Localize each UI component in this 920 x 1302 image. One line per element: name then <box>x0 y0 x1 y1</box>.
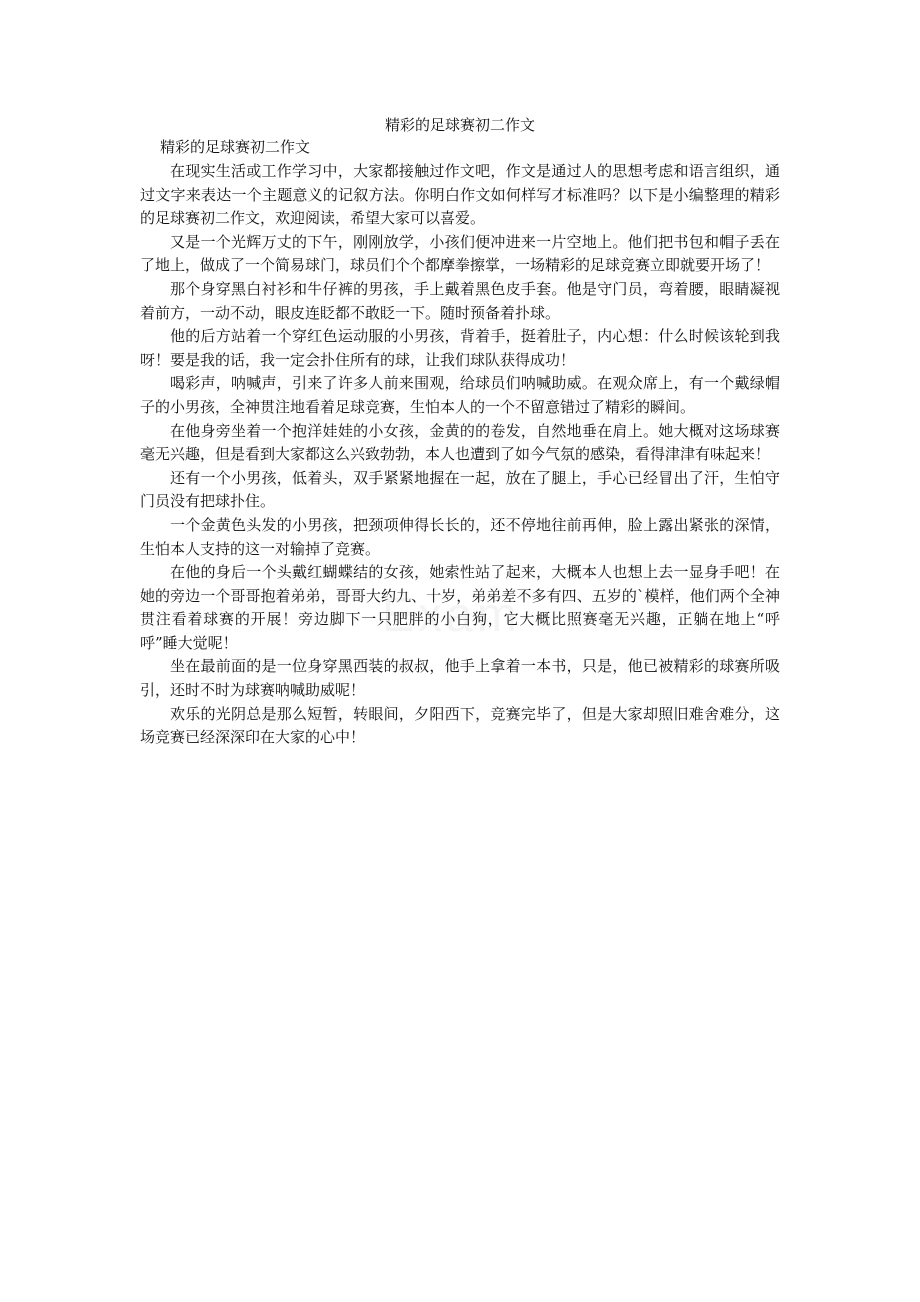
paragraph: 在他身旁坐着一个抱洋娃娃的小女孩，金黄的的卷发，自然地垂在肩上。她大概对这场球赛毫无兴趣，但是看到大家都这么兴致勃勃，本人也遭到了如今气氛的感染，看得津津有味起来！ <box>140 421 780 464</box>
paragraph: 又是一个光辉万丈的下午，刚刚放学，小孩们便冲进来一片空地上。他们把书包和帽子丢在了地上，做成了一个简易球门，球员们个个都摩拳擦掌，一场精彩的足球竞赛立即就要开场了！ <box>140 232 780 275</box>
paragraph: 在现实生活或工作学习中，大家都接触过作文吧，作文是通过人的思想考虑和语言组织，通过文字来表达一个主题意义的记叙方法。你明白作文如何样写才标准吗？以下是小编整理的精彩的足球赛初二作文，欢迎阅读，希望大家可以喜爱。 <box>140 162 780 228</box>
paragraph: 坐在最前面的是一位身穿黑西装的叔叔，他手上拿着一本书，只是，他已被精彩的球赛所吸引，还时不时为球赛呐喊助威呢！ <box>140 657 780 700</box>
paragraph: 他的后方站着一个穿红色运动服的小男孩，背着手，挺着肚子，内心想：什么时候该轮到我呀！要是我的话，我一定会扑住所有的球，让我们球队获得成功！ <box>140 327 780 369</box>
paragraph: 在他的身后一个头戴红蝴蝶结的女孩，她索性站了起来，大概本人也想上去一显身手吧！在她的旁边一个哥哥抱着弟弟，哥哥大约九、十岁，弟弟差不多有四、五岁的`模样，他们两个全神贯注看着球赛的开展！旁边脚下一只肥胖的小白狗，它大概比照赛毫无兴趣，正躺在地上“呼呼”睡大觉呢！ <box>140 563 780 652</box>
paragraph: 喝彩声，呐喊声，引来了许多人前来围观，给球员们呐喊助威。在观众席上，有一个戴绿帽子的小男孩，全神贯注地看着足球竞赛，生怕本人的一个不留意错过了精彩的瞬间。 <box>140 374 780 416</box>
document-subtitle: 精彩的足球赛初二作文 <box>160 138 311 156</box>
paragraph: 还有一个小男孩，低着头，双手紧紧地握在一起，放在了腿上，手心已经冒出了汗，生怕守门员没有把球扑住。 <box>140 468 780 511</box>
document-body <box>140 160 780 750</box>
paragraph: 那个身穿黑白衬衫和牛仔裤的男孩，手上戴着黑色皮手套。他是守门员，弯着腰，眼睛凝视着前方，一动不动，眼皮连眨都不敢眨一下。随时预备着扑球。 <box>140 279 780 322</box>
document-title: 精彩的足球赛初二作文 <box>384 116 535 134</box>
paragraph: 欢乐的光阴总是那么短暂，转眼间，夕阳西下，竞赛完毕了，但是大家却照旧难舍难分，这场竞赛已经深深印在大家的心中！ <box>140 704 780 747</box>
paragraph: 一个金黄色头发的小男孩，把颈项伸得长长的，还不停地往前再伸，脸上露出紧张的深情，生怕本人支持的这一对输掉了竞赛。 <box>140 515 780 558</box>
